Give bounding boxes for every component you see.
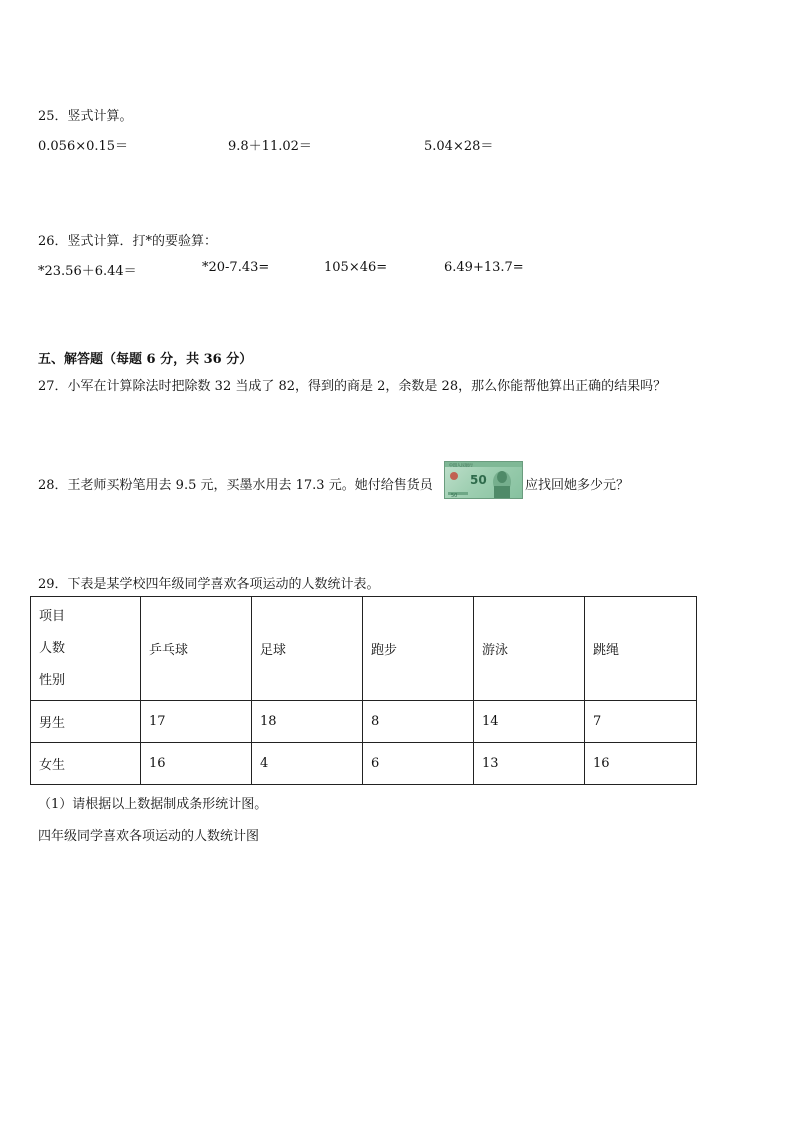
- banknote-image: [444, 461, 523, 499]
- header-table-tennis: 乒乓球: [141, 597, 252, 701]
- header-swimming: 游泳: [474, 597, 585, 701]
- q27-text: 27．小军在计算除法时把除数 32 当成了 82，得到的商是 2，余数是 28，那么你能帮他算出正确的结果吗？: [38, 379, 667, 394]
- table-row: [31, 743, 697, 785]
- corner-label-count: 人数: [39, 640, 66, 656]
- section-heading: 五、解答题（每题 6 分，共 36 分）: [38, 352, 253, 367]
- header-running: 跑步: [363, 597, 474, 701]
- q28-text-before: 28．王老师买粉笔用去 9.5 元，买墨水用去 17.3 元。她付给售货员: [38, 478, 433, 493]
- corner-label-item: 项目: [39, 608, 66, 624]
- header-rope-skipping: 跳绳: [585, 597, 697, 701]
- chart-title: 四年级同学喜欢各项运动的人数统计图: [38, 829, 260, 844]
- banknote-top-text: 中国人民银行: [449, 462, 473, 468]
- q25-item-2: 9.8＋11.02＝: [228, 139, 312, 154]
- table-cell: 18: [252, 701, 363, 743]
- banknote-denomination: 50: [470, 473, 487, 487]
- q26-item-4: 6.49+13.7=: [444, 260, 524, 275]
- q26-item-1: *23.56＋6.44＝: [38, 264, 137, 279]
- table-cell: 8: [363, 701, 474, 743]
- table-cell: 6: [363, 743, 474, 785]
- table-cell: 16: [585, 743, 697, 785]
- header-football: 足球: [252, 597, 363, 701]
- q26-item-3: 105×46=: [324, 260, 388, 275]
- corner-label-gender: 性别: [39, 672, 66, 688]
- row-label-girls: 女生: [31, 743, 141, 785]
- banknote-50-graphic: [445, 462, 523, 499]
- table-cell: 14: [474, 701, 585, 743]
- q26-title: 26．竖式计算．打*的要验算：: [38, 234, 218, 249]
- table-corner-cell: [31, 597, 141, 701]
- table-cell: 16: [141, 743, 252, 785]
- table-row: [31, 701, 697, 743]
- q25-title: 25．竖式计算。: [38, 109, 133, 124]
- q26-item-2: *20-7.43=: [202, 260, 270, 275]
- banknote-corner-denomination: 50: [451, 493, 458, 499]
- q25-item-3: 5.04×28＝: [424, 139, 494, 154]
- table-header-row: [31, 597, 697, 701]
- q29-subquestion-1: （1）请根据以上数据制成条形统计图。: [38, 797, 268, 812]
- row-label-boys: 男生: [31, 701, 141, 743]
- table-cell: 4: [252, 743, 363, 785]
- q29-title: 29．下表是某学校四年级同学喜欢各项运动的人数统计表。: [38, 577, 380, 592]
- sports-stats-table: [30, 596, 697, 785]
- table-cell: 13: [474, 743, 585, 785]
- q25-item-1: 0.056×0.15＝: [38, 139, 129, 154]
- table-cell: 17: [141, 701, 252, 743]
- table-cell: 7: [585, 701, 697, 743]
- q28-text-after: 应找回她多少元？: [525, 478, 630, 493]
